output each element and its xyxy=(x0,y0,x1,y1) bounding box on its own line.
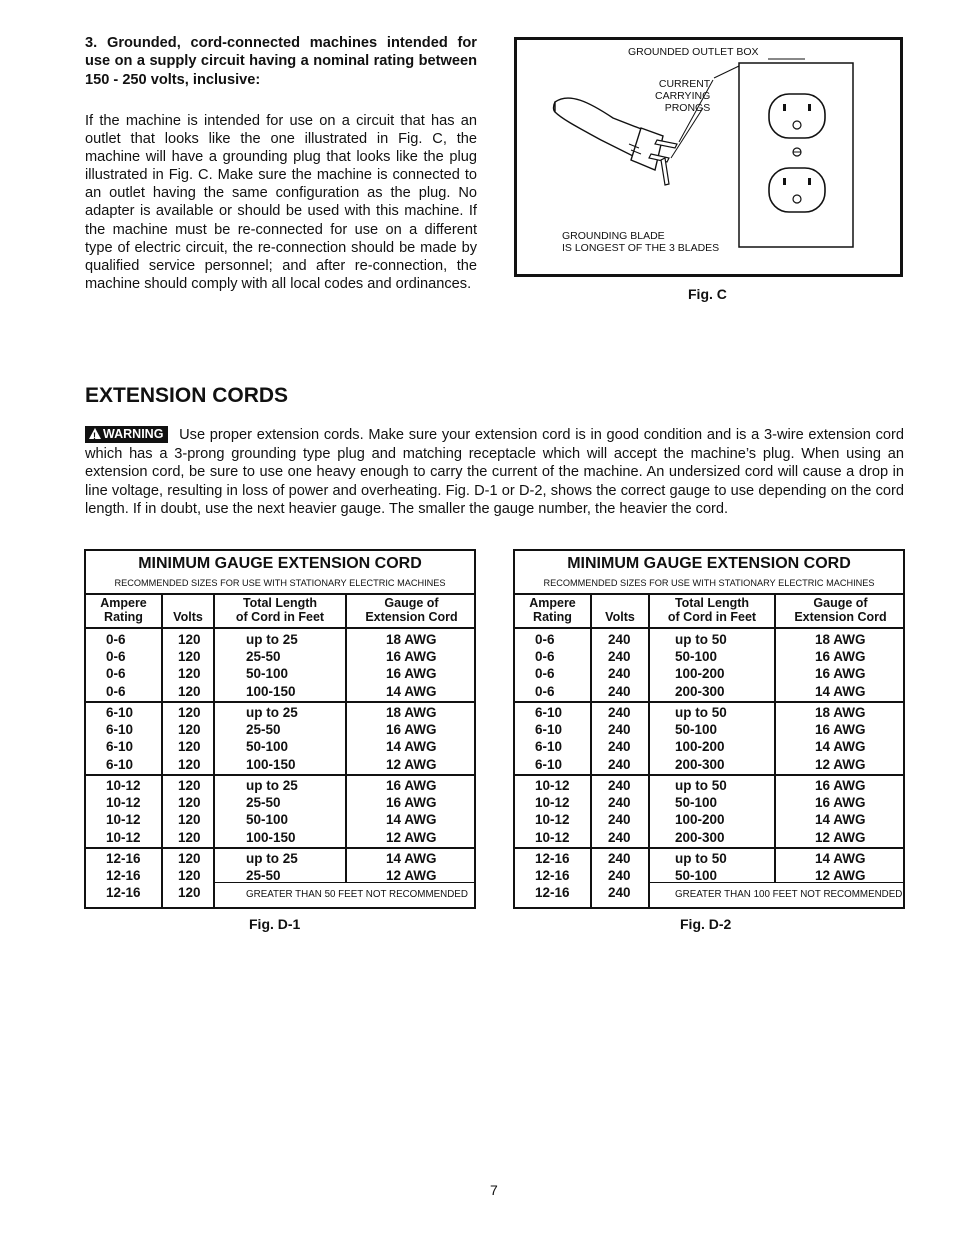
warning-text: Use proper extension cords. Make sure your extension cord is in good condition and is a 3-wire extension cord which has a 3-prong grounding type plug and matching receptacle which will accept the machine’s plug. When using an extension cord, be sure to use one heavy enough to carry the current of the machine. An undersized cord will cause a drop in line voltage, resulting in loss of power and overheating. Fig. D-1 or D-2, shows the correct gauge to use depending on the cord length. If in doubt, use the next heavier gauge. The smaller the gauge number, the heavier the cord. xyxy=(85,427,904,518)
group-gauges: 18 AWG 16 AWG 16 AWG 14 AWG xyxy=(815,632,866,699)
group-amps: 10-12 10-12 10-12 10-12 xyxy=(106,778,141,845)
label-current-carrying-prongs: CURRENT CARRYING PRONGS xyxy=(655,78,711,114)
header-gauge: Gauge of Extension Cord xyxy=(365,596,458,624)
warning-paragraph xyxy=(85,426,904,519)
group-lengths: up to 50 50-100 xyxy=(675,851,727,884)
section-title: EXTENSION CORDS xyxy=(85,384,289,407)
warning-triangle-icon xyxy=(89,428,101,439)
group-lengths: up to 50 50-100 100-200 200-300 xyxy=(675,778,727,845)
header-gauge: Gauge of Extension Cord xyxy=(794,596,887,624)
group-gauges: 16 AWG 16 AWG 14 AWG 12 AWG xyxy=(386,778,437,845)
header-volts: Volts xyxy=(605,610,635,624)
table-subtitle: RECOMMENDED SIZES FOR USE WITH STATIONARY ELECTRIC MACHINES xyxy=(114,578,446,588)
group-gauges: 14 AWG 12 AWG xyxy=(815,851,866,884)
group-volts: 120 120 120 120 xyxy=(178,705,201,772)
header-volts: Volts xyxy=(173,610,203,624)
fig-d2-caption: Fig. D-2 xyxy=(680,916,732,932)
group-amps: 0-6 0-6 0-6 0-6 xyxy=(106,632,126,699)
group-gauges: 14 AWG 12 AWG xyxy=(386,851,437,884)
group-volts: 240 240 240 240 xyxy=(608,705,631,772)
group-lengths: up to 25 25-50 50-100 100-150 xyxy=(246,705,298,772)
group-gauges: 18 AWG 16 AWG 16 AWG 14 AWG xyxy=(386,632,437,699)
group-amps: 6-10 6-10 6-10 6-10 xyxy=(535,705,563,772)
group-volts: 120 120 120 120 xyxy=(178,632,201,699)
group-amps: 6-10 6-10 6-10 6-10 xyxy=(106,705,134,772)
header-ampere-rating: Ampere Rating xyxy=(529,596,576,624)
group-lengths: up to 25 25-50 50-100 100-150 xyxy=(246,778,298,845)
group-amps: 0-6 0-6 0-6 0-6 xyxy=(535,632,555,699)
group-amps: 12-16 12-16 12-16 xyxy=(535,851,570,901)
header-total-length: Total Length of Cord in Feet xyxy=(235,596,325,624)
group-volts: 240 240 240 xyxy=(608,851,631,901)
header-total-length: Total Length of Cord in Feet xyxy=(667,596,757,624)
group-gauges: 18 AWG 16 AWG 14 AWG 12 AWG xyxy=(815,705,866,772)
group-volts: 240 240 240 240 xyxy=(608,778,631,845)
table-subtitle: RECOMMENDED SIZES FOR USE WITH STATIONARY ELECTRIC MACHINES xyxy=(543,578,875,588)
page-number: 7 xyxy=(490,1182,498,1198)
group-lengths: up to 25 25-50 50-100 100-150 xyxy=(246,632,298,699)
warning-badge xyxy=(85,426,168,443)
group-volts: 120 120 120 xyxy=(178,851,201,901)
warning-badge-label: WARNING xyxy=(103,427,164,441)
table-note: GREATER THAN 50 FEET NOT RECOMMENDED xyxy=(246,889,468,900)
intro-body: If the machine is intended for use on a circuit that has an outlet that looks like the one illustrated in Fig. C, the machine will have a grounding plug that looks like the plug illustrated in Fig. C. Make sure the machine is connected to an outlet having the same configuration as the plug. No adapter is available or should be used with this machine. If the machine must be re-connected for use on a different type of electric circuit, the re-connection should be made by qualified service personnel; and after re-connection, the machine should comply with all local codes and ordinances. xyxy=(85,113,477,292)
table-note: GREATER THAN 100 FEET NOT RECOMMENDED xyxy=(675,889,903,900)
table-title: MINIMUM GAUGE EXTENSION CORD xyxy=(138,555,422,572)
group-lengths: up to 50 50-100 100-200 200-300 xyxy=(675,705,727,772)
group-lengths: up to 50 50-100 100-200 200-300 xyxy=(675,632,727,699)
intro-heading: 3. Grounded, cord-connected machines intended for use on a supply circuit having a nominal rating between 150 - 250 volts, inclusive: xyxy=(85,35,477,88)
header-ampere-rating: Ampere Rating xyxy=(100,596,147,624)
fig-d1-caption: Fig. D-1 xyxy=(249,916,301,932)
label-grounding-blade-line2: IS LONGEST OF THE 3 BLADES xyxy=(562,242,720,254)
label-grounding-blade-line1: GROUNDING BLADE xyxy=(562,230,665,242)
group-amps: 10-12 10-12 10-12 10-12 xyxy=(535,778,570,845)
group-amps: 12-16 12-16 12-16 xyxy=(106,851,141,901)
group-gauges: 18 AWG 16 AWG 14 AWG 12 AWG xyxy=(386,705,437,772)
gauge-table-d2 xyxy=(513,549,905,909)
gauge-table-d1 xyxy=(84,549,476,909)
fig-c-caption: Fig. C xyxy=(688,286,727,302)
group-gauges: 16 AWG 16 AWG 14 AWG 12 AWG xyxy=(815,778,866,845)
group-volts: 120 120 120 120 xyxy=(178,778,201,845)
table-title: MINIMUM GAUGE EXTENSION CORD xyxy=(567,555,851,572)
figure-c xyxy=(514,37,903,277)
label-grounded-outlet-box: GROUNDED OUTLET BOX xyxy=(628,46,759,58)
group-volts: 240 240 240 240 xyxy=(608,632,631,699)
group-lengths: up to 25 25-50 xyxy=(246,851,298,884)
